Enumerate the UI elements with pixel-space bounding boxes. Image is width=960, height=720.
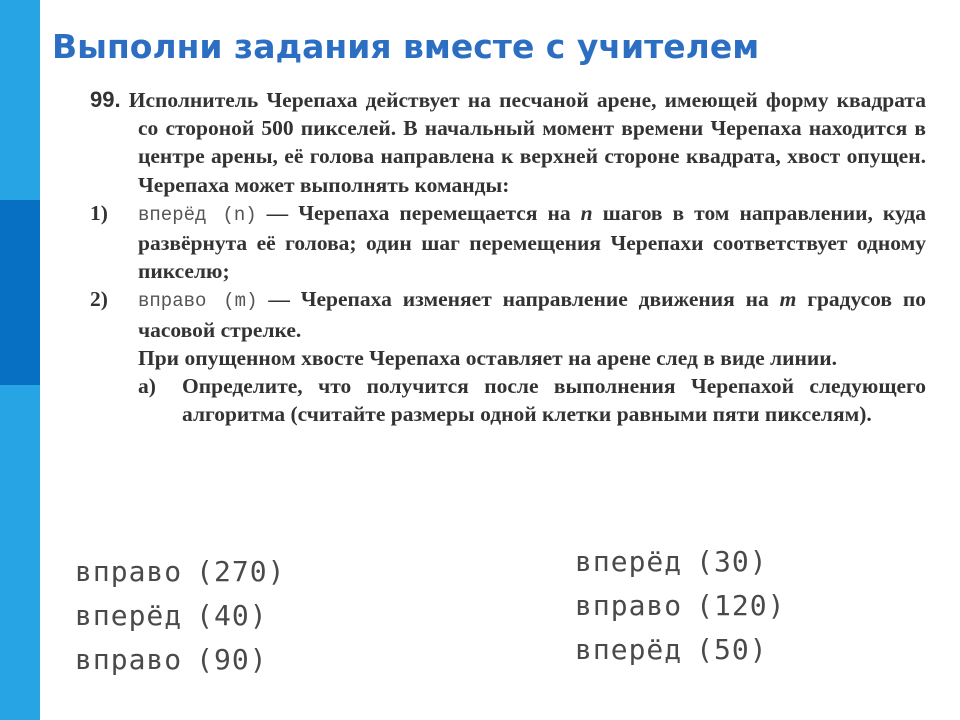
task-text xyxy=(90,86,926,428)
algorithm-step: вперёд (30) xyxy=(575,545,768,578)
task-number: 99. xyxy=(90,87,121,112)
algorithm-step: вперёд (50) xyxy=(575,633,768,666)
command-description-2: 2) вправо (m) — Черепаха изменяет направление движения на m градусов по часовой стрелке. xyxy=(90,285,926,343)
command-variable: n xyxy=(580,200,593,225)
algorithm-step: вправо (270) xyxy=(75,555,286,588)
task-intro xyxy=(90,86,926,199)
task-note: При опущенном хвосте Черепаха оставляет на арене след в виде линии. xyxy=(138,345,838,370)
algorithm-step: вперёд (40) xyxy=(75,599,268,632)
slide-title: Выполни задания вместе с учителем xyxy=(52,27,760,66)
algorithm-step: вправо (90) xyxy=(75,643,268,676)
command-marker: 1) xyxy=(90,200,108,225)
command-code: вправо (m) xyxy=(138,290,258,313)
subtask-marker: а) xyxy=(138,374,156,399)
subtask xyxy=(90,372,926,428)
algorithm-right-column xyxy=(575,540,785,672)
textbook-excerpt xyxy=(40,78,952,540)
command-variable: m xyxy=(779,287,797,312)
algorithm-left-column xyxy=(75,550,285,682)
command-marker: 2) xyxy=(90,287,108,312)
task-intro-text: Исполнитель Черепаха действует на песчаной арене, имеющей форму квадрата со стороной 500 пикселей. В начальный момент времени Черепаха находится в центре арены, её голова направлена к верхней стороне квадрата, хвост опущен. Черепаха может выполнять команды: xyxy=(128,88,926,197)
command-code: вперёд (n) xyxy=(138,203,257,226)
subtask-text: Определите, что получится после выполнения Черепахой следующего алгоритма (считайте размеры одной клетки равными пяти пикселям). xyxy=(182,374,926,427)
side-bar-dark xyxy=(0,200,40,385)
algorithm-step: вправо (120) xyxy=(575,589,786,622)
command-description-1: 1) вперёд (n) — Черепаха перемещается на n шагов в том направлении, куда развёрнута её голова; один шаг перемещения Черепахи соответствует одному пикселю; xyxy=(90,199,926,286)
